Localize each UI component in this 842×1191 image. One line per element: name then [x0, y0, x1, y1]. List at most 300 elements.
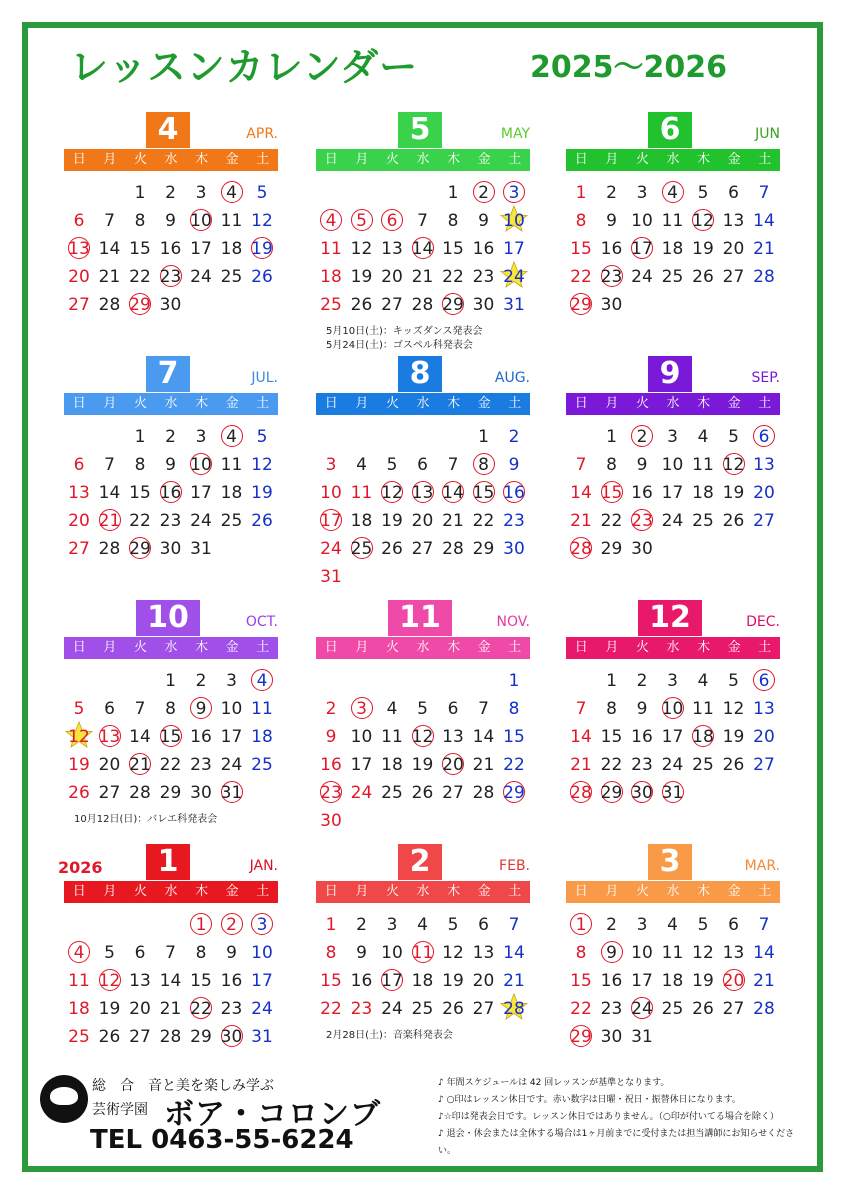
- day-cell: [125, 452, 155, 479]
- day-number: 8: [134, 211, 146, 231]
- month-aug: [316, 356, 530, 586]
- day-cell: [469, 940, 499, 967]
- day-cell: [749, 724, 779, 751]
- day-cell: [719, 480, 749, 507]
- weekday-label: 金: [477, 152, 491, 167]
- day-cell: [186, 236, 216, 263]
- day-cell: [566, 264, 596, 291]
- day-cell: [469, 996, 499, 1023]
- day-number: 4: [697, 427, 709, 447]
- day-cell: [438, 696, 468, 723]
- month-name: JUN: [755, 126, 780, 142]
- day-number: 2: [606, 915, 617, 935]
- day-number: 23: [159, 267, 182, 287]
- day-number: 8: [575, 211, 587, 231]
- day-cell: [499, 292, 529, 319]
- day-cell: [499, 724, 529, 751]
- day-cell: [125, 724, 155, 751]
- day-cell: [566, 236, 596, 263]
- day-cell: [125, 536, 155, 563]
- day-cell: [597, 724, 627, 751]
- month-feb: [316, 844, 530, 1074]
- day-number: 20: [753, 483, 775, 503]
- day-cell: [377, 752, 407, 779]
- day-number: 1: [195, 915, 207, 935]
- day-number: 6: [104, 699, 115, 719]
- day-number: 18: [220, 483, 243, 503]
- day-number: 27: [68, 539, 90, 559]
- weekday-label: 木: [697, 396, 711, 411]
- day-cell: [597, 508, 627, 535]
- day-number: 14: [442, 483, 464, 503]
- weekday-header: [64, 881, 278, 903]
- day-cell: [64, 536, 94, 563]
- day-cell: [719, 208, 749, 235]
- day-number: 27: [753, 511, 775, 531]
- day-number: 12: [350, 239, 373, 259]
- day-cell: [438, 752, 468, 779]
- day-number: 17: [350, 755, 373, 775]
- brand-name: ボア・コロンブ: [164, 1097, 381, 1132]
- day-cell: [627, 208, 657, 235]
- day-cell: [125, 996, 155, 1023]
- day-cell: [347, 264, 377, 291]
- weekday-label: 日: [72, 396, 86, 411]
- day-number: 11: [381, 727, 403, 747]
- day-number: 12: [722, 455, 745, 475]
- day-cell: [347, 208, 377, 235]
- day-number: 30: [159, 539, 182, 559]
- day-number: 16: [503, 483, 525, 503]
- day-number: 11: [220, 211, 243, 231]
- day-number: 10: [251, 943, 273, 963]
- day-number: 11: [692, 699, 714, 719]
- day-cell: [469, 180, 499, 207]
- day-number: 27: [722, 999, 745, 1019]
- day-number: 19: [442, 971, 464, 991]
- day-number: 24: [251, 999, 273, 1019]
- day-number: 5: [697, 915, 709, 935]
- day-cell: [347, 536, 377, 563]
- day-number: 3: [667, 671, 678, 691]
- day-cell: [438, 236, 468, 263]
- day-number: 13: [753, 455, 775, 475]
- day-number: 14: [411, 239, 434, 259]
- day-number: 23: [600, 267, 623, 287]
- day-cell: [95, 264, 125, 291]
- day-number: 3: [636, 183, 648, 203]
- day-number: 31: [190, 539, 212, 559]
- day-cell: [627, 780, 657, 807]
- month-jul: [64, 356, 278, 586]
- weekday-label: 日: [324, 396, 338, 411]
- day-number: 28: [472, 783, 495, 803]
- day-cell: [627, 912, 657, 939]
- day-number: 31: [320, 567, 342, 587]
- day-number: 15: [442, 239, 464, 259]
- day-number: 11: [411, 943, 434, 963]
- day-number: 21: [98, 267, 121, 287]
- day-number: 14: [570, 727, 592, 747]
- day-number: 10: [190, 455, 212, 475]
- day-cell: [627, 236, 657, 263]
- day-number: 7: [447, 455, 459, 475]
- day-cell: [627, 752, 657, 779]
- day-number: 21: [129, 755, 151, 775]
- weekday-label: 月: [355, 640, 369, 655]
- day-cell: [597, 696, 627, 723]
- day-cell: [597, 424, 627, 451]
- day-number: 21: [753, 971, 775, 991]
- day-cell: [64, 968, 94, 995]
- day-number: 26: [68, 783, 90, 803]
- day-number: 17: [661, 727, 684, 747]
- weekday-label: 日: [574, 152, 588, 167]
- day-number: 13: [98, 727, 121, 747]
- day-cell: [316, 508, 346, 535]
- day-cell: [499, 696, 529, 723]
- day-cell: [156, 508, 186, 535]
- day-number: 6: [73, 211, 85, 231]
- dove-logo-icon: [40, 1075, 88, 1123]
- day-cell: [627, 724, 657, 751]
- day-number: 31: [503, 295, 525, 315]
- day-number: 13: [442, 727, 464, 747]
- day-number: 17: [631, 971, 653, 991]
- day-cell: [658, 264, 688, 291]
- day-number: 27: [411, 539, 434, 559]
- day-cell: [247, 940, 277, 967]
- day-cell: [95, 968, 125, 995]
- day-number: 25: [411, 999, 434, 1019]
- day-number: 12: [251, 455, 273, 475]
- day-cell: [749, 668, 779, 695]
- day-cell: [125, 424, 155, 451]
- month-number: 5: [398, 112, 442, 148]
- day-cell: [377, 508, 407, 535]
- day-cell: [438, 968, 468, 995]
- day-number: 15: [503, 727, 525, 747]
- day-cell: [217, 912, 247, 939]
- day-cell: [95, 508, 125, 535]
- weekday-label: 火: [385, 640, 399, 655]
- day-cell: [566, 480, 596, 507]
- day-number: 9: [606, 211, 617, 231]
- day-cell: [469, 480, 499, 507]
- day-cell: [469, 292, 499, 319]
- day-number: 19: [722, 483, 745, 503]
- day-cell: [469, 752, 499, 779]
- day-cell: [688, 208, 718, 235]
- day-cell: [377, 940, 407, 967]
- month-apr: [64, 112, 278, 342]
- weekday-label: 水: [416, 152, 430, 167]
- day-number: 27: [472, 999, 495, 1019]
- day-number: 9: [508, 455, 520, 475]
- day-cell: [749, 452, 779, 479]
- day-number: 5: [104, 943, 115, 963]
- day-number: 22: [129, 267, 151, 287]
- weekday-header: [316, 149, 530, 171]
- day-number: 27: [68, 295, 90, 315]
- day-number: 21: [570, 511, 592, 531]
- day-cell: [316, 968, 346, 995]
- day-cell: [627, 1024, 657, 1051]
- day-number: 24: [503, 267, 525, 287]
- day-number: 9: [606, 943, 617, 963]
- weekday-header: [566, 393, 780, 415]
- day-cell: [186, 996, 216, 1023]
- weekday-label: 土: [758, 884, 772, 899]
- day-number: 9: [356, 943, 367, 963]
- day-number: 13: [68, 239, 90, 259]
- day-cell: [719, 452, 749, 479]
- day-cell: [597, 180, 627, 207]
- weekday-label: 日: [72, 884, 86, 899]
- day-cell: [95, 696, 125, 723]
- day-cell: [247, 752, 277, 779]
- day-cell: [688, 912, 718, 939]
- day-number: 23: [220, 999, 243, 1019]
- day-number: 25: [381, 783, 403, 803]
- day-number: 18: [661, 971, 684, 991]
- day-number: 13: [411, 483, 434, 503]
- weekday-label: 水: [666, 152, 680, 167]
- day-cell: [316, 452, 346, 479]
- day-number: 8: [447, 211, 459, 231]
- day-number: 13: [722, 211, 745, 231]
- weekday-header: [64, 393, 278, 415]
- day-cell: [499, 996, 529, 1023]
- weekday-label: 月: [605, 396, 619, 411]
- month-name: SEP.: [751, 370, 780, 386]
- day-cell: [499, 536, 529, 563]
- day-cell: [658, 752, 688, 779]
- day-number: 11: [661, 943, 684, 963]
- day-number: 19: [411, 755, 434, 775]
- day-number: 13: [129, 971, 151, 991]
- weekday-label: 金: [727, 152, 741, 167]
- footer: [40, 1073, 800, 1163]
- day-cell: [749, 752, 779, 779]
- day-number: 2: [226, 915, 237, 935]
- day-number: 10: [350, 727, 373, 747]
- weekday-label: 月: [103, 396, 117, 411]
- weekday-label: 火: [635, 396, 649, 411]
- day-cell: [247, 424, 277, 451]
- day-cell: [749, 236, 779, 263]
- day-cell: [347, 292, 377, 319]
- day-number: 18: [220, 239, 243, 259]
- day-cell: [688, 424, 718, 451]
- weekday-label: 水: [164, 152, 178, 167]
- day-number: 12: [381, 483, 403, 503]
- day-number: 30: [631, 539, 653, 559]
- day-cell: [408, 912, 438, 939]
- day-number: 4: [417, 915, 428, 935]
- day-number: 3: [356, 699, 367, 719]
- weekday-label: 火: [133, 396, 147, 411]
- day-cell: [186, 780, 216, 807]
- day-number: 19: [381, 511, 403, 531]
- day-cell: [377, 536, 407, 563]
- day-number: 23: [320, 783, 342, 803]
- day-cell: [469, 424, 499, 451]
- day-cell: [688, 264, 718, 291]
- day-number: 15: [570, 971, 592, 991]
- day-number: 22: [129, 511, 151, 531]
- weekday-label: 日: [72, 152, 86, 167]
- day-number: 15: [320, 971, 342, 991]
- month-number: 9: [648, 356, 692, 392]
- day-number: 27: [98, 783, 121, 803]
- day-cell: [95, 208, 125, 235]
- day-number: 19: [692, 971, 714, 991]
- day-cell: [658, 508, 688, 535]
- day-number: 5: [728, 427, 739, 447]
- day-cell: [247, 696, 277, 723]
- day-number: 23: [503, 511, 525, 531]
- weekday-label: 金: [477, 640, 491, 655]
- day-number: 30: [600, 295, 623, 315]
- day-cell: [377, 780, 407, 807]
- day-number: 2: [606, 183, 617, 203]
- weekday-label: 水: [164, 884, 178, 899]
- day-cell: [749, 940, 779, 967]
- weekday-label: 土: [256, 884, 270, 899]
- day-number: 26: [692, 267, 714, 287]
- day-cell: [347, 452, 377, 479]
- day-cell: [64, 480, 94, 507]
- day-number: 7: [104, 455, 115, 475]
- day-cell: [597, 912, 627, 939]
- weekday-label: 金: [225, 884, 239, 899]
- day-cell: [377, 480, 407, 507]
- day-cell: [217, 996, 247, 1023]
- day-number: 26: [722, 755, 745, 775]
- day-cell: [125, 264, 155, 291]
- day-number: 26: [350, 295, 373, 315]
- day-cell: [438, 508, 468, 535]
- weekday-label: 土: [758, 152, 772, 167]
- day-number: 24: [220, 755, 243, 775]
- day-number: 16: [159, 239, 182, 259]
- day-cell: [499, 508, 529, 535]
- month-number: 7: [146, 356, 190, 392]
- day-number: 16: [350, 971, 373, 991]
- day-number: 1: [575, 915, 587, 935]
- weekday-label: 木: [447, 152, 461, 167]
- day-number: 19: [251, 483, 273, 503]
- day-number: 24: [631, 267, 653, 287]
- day-number: 8: [606, 455, 617, 475]
- day-cell: [95, 236, 125, 263]
- day-cell: [377, 996, 407, 1023]
- day-cell: [64, 236, 94, 263]
- day-number: 26: [692, 999, 714, 1019]
- day-cell: [749, 912, 779, 939]
- day-number: 7: [134, 699, 146, 719]
- day-number: 14: [753, 943, 775, 963]
- weekday-header: [316, 637, 530, 659]
- day-number: 20: [381, 267, 403, 287]
- day-number: 23: [600, 999, 623, 1019]
- day-number: 23: [350, 999, 373, 1019]
- day-cell: [719, 668, 749, 695]
- day-cell: [499, 424, 529, 451]
- weekday-label: 金: [225, 152, 239, 167]
- day-cell: [408, 236, 438, 263]
- day-cell: [156, 536, 186, 563]
- month-may: [316, 112, 530, 351]
- day-number: 31: [631, 1027, 653, 1047]
- weekday-label: 木: [697, 152, 711, 167]
- day-number: 15: [600, 727, 623, 747]
- day-cell: [438, 724, 468, 751]
- weekday-label: 火: [133, 640, 147, 655]
- day-cell: [438, 912, 468, 939]
- day-cell: [658, 452, 688, 479]
- day-cell: [688, 480, 718, 507]
- day-cell: [156, 424, 186, 451]
- day-cell: [719, 180, 749, 207]
- day-cell: [566, 696, 596, 723]
- day-cell: [156, 1024, 186, 1051]
- day-cell: [408, 996, 438, 1023]
- weekday-label: 金: [727, 396, 741, 411]
- day-number: 22: [600, 511, 623, 531]
- day-number: 17: [220, 727, 243, 747]
- day-number: 10: [320, 483, 342, 503]
- month-dec: [566, 600, 780, 830]
- day-cell: [658, 940, 688, 967]
- day-number: 29: [570, 295, 592, 315]
- day-number: 1: [134, 183, 146, 203]
- day-number: 7: [758, 183, 770, 203]
- day-cell: [156, 940, 186, 967]
- weekday-label: 火: [385, 396, 399, 411]
- weekday-label: 火: [133, 152, 147, 167]
- day-number: 5: [728, 671, 739, 691]
- day-number: 7: [508, 915, 520, 935]
- day-cell: [316, 780, 346, 807]
- day-cell: [125, 236, 155, 263]
- day-number: 19: [722, 727, 745, 747]
- day-number: 17: [251, 971, 273, 991]
- day-cell: [627, 996, 657, 1023]
- day-number: 25: [661, 267, 684, 287]
- day-cell: [377, 452, 407, 479]
- day-number: 19: [350, 267, 373, 287]
- day-number: 30: [190, 783, 212, 803]
- day-number: 25: [692, 511, 714, 531]
- day-cell: [469, 724, 499, 751]
- day-cell: [186, 1024, 216, 1051]
- day-number: 27: [129, 1027, 151, 1047]
- day-number: 28: [570, 539, 592, 559]
- day-cell: [95, 480, 125, 507]
- day-cell: [688, 180, 718, 207]
- day-cell: [217, 236, 247, 263]
- day-number: 22: [570, 267, 592, 287]
- month-oct: [64, 600, 278, 830]
- day-cell: [627, 968, 657, 995]
- day-cell: [597, 1024, 627, 1051]
- day-number: 29: [159, 783, 182, 803]
- day-cell: [377, 292, 407, 319]
- day-cell: [627, 696, 657, 723]
- weekday-label: 土: [256, 396, 270, 411]
